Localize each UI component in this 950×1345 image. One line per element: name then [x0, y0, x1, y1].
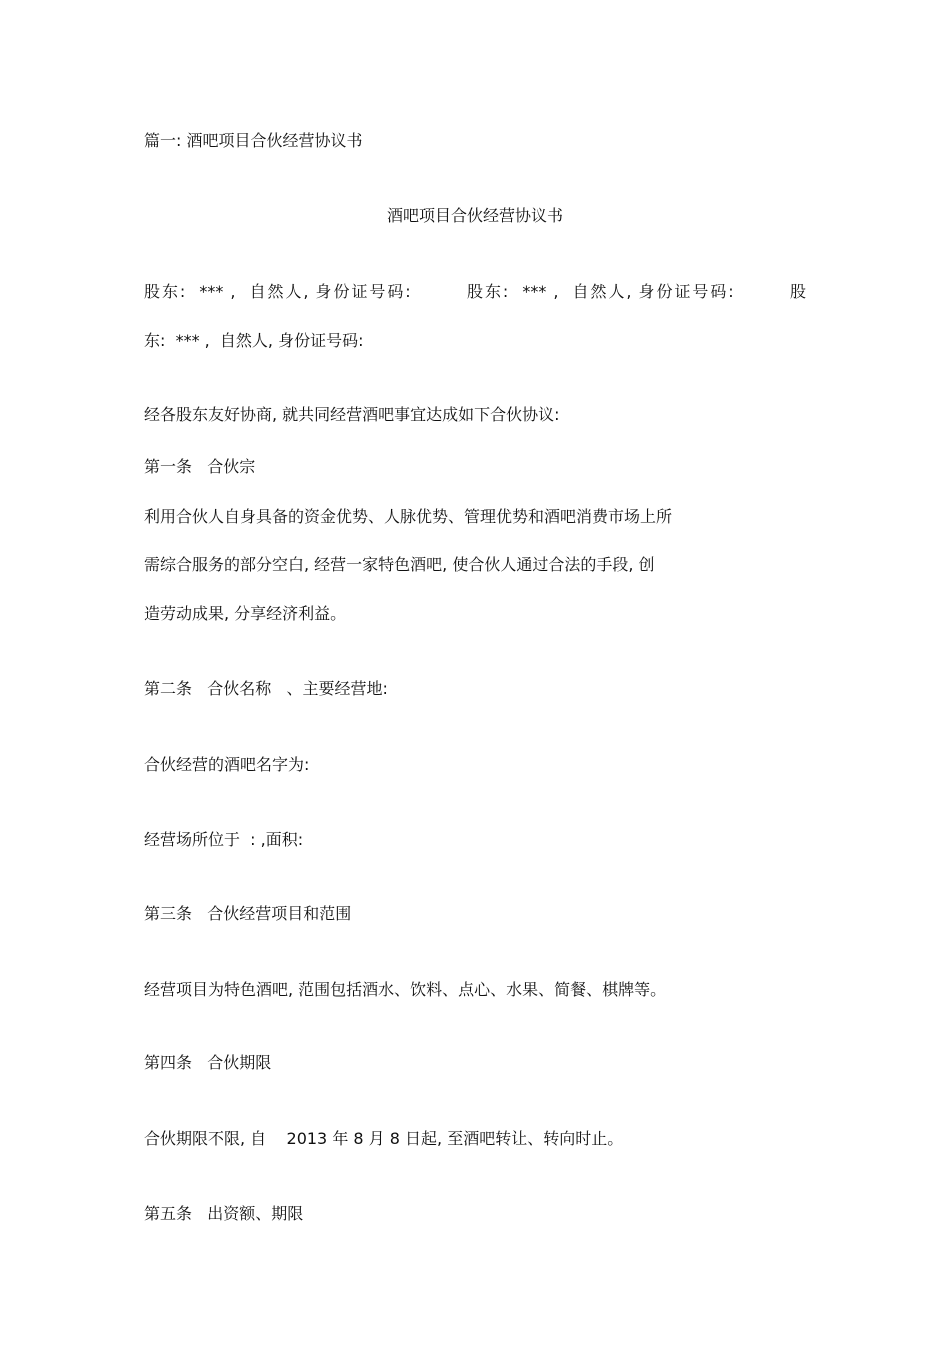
shareholders-line-1: 股东: *** , 自然人, 身份证号码: 股东: *** , 自然人, 身份证号码: 股 — [144, 282, 806, 301]
article-2-title: 第二条 合伙名称 、主要经营地: — [144, 679, 388, 698]
article-2-line-2: 经营场所位于 : ,面积: — [144, 830, 304, 849]
shareholders-line-2: 东: *** , 自然人, 身份证号码: — [144, 331, 364, 350]
article-3-title: 第三条 合伙经营项目和范围 — [144, 904, 352, 923]
article-2-line-1: 合伙经营的酒吧名字为: — [144, 755, 310, 774]
document-title: 酒吧项目合伙经营协议书 — [386, 206, 563, 225]
part-heading: 篇一: 酒吧项目合伙经营协议书 — [144, 131, 363, 150]
article-3-line-1: 经营项目为特色酒吧, 范围包括酒水、饮料、点心、水果、简餐、棋牌等。 — [144, 980, 667, 999]
article-1-line-2: 需综合服务的部分空白, 经营一家特色酒吧, 使合伙人通过合法的手段, 创 — [144, 555, 655, 574]
article-4-line-1: 合伙期限不限, 自 2013 年 8 月 8 日起, 至酒吧转让、转向时止。 — [144, 1129, 624, 1148]
article-4-title: 第四条 合伙期限 — [144, 1053, 272, 1072]
article-1-line-1: 利用合伙人自身具备的资金优势、人脉优势、管理优势和酒吧消费市场上所 — [144, 507, 673, 526]
intro-paragraph: 经各股东友好协商, 就共同经营酒吧事宜达成如下合伙协议: — [144, 405, 560, 424]
article-1-line-3: 造劳动成果, 分享经济利益。 — [144, 604, 347, 623]
article-5-title: 第五条 出资额、期限 — [144, 1204, 304, 1223]
article-1-title: 第一条 合伙宗 — [144, 457, 256, 476]
